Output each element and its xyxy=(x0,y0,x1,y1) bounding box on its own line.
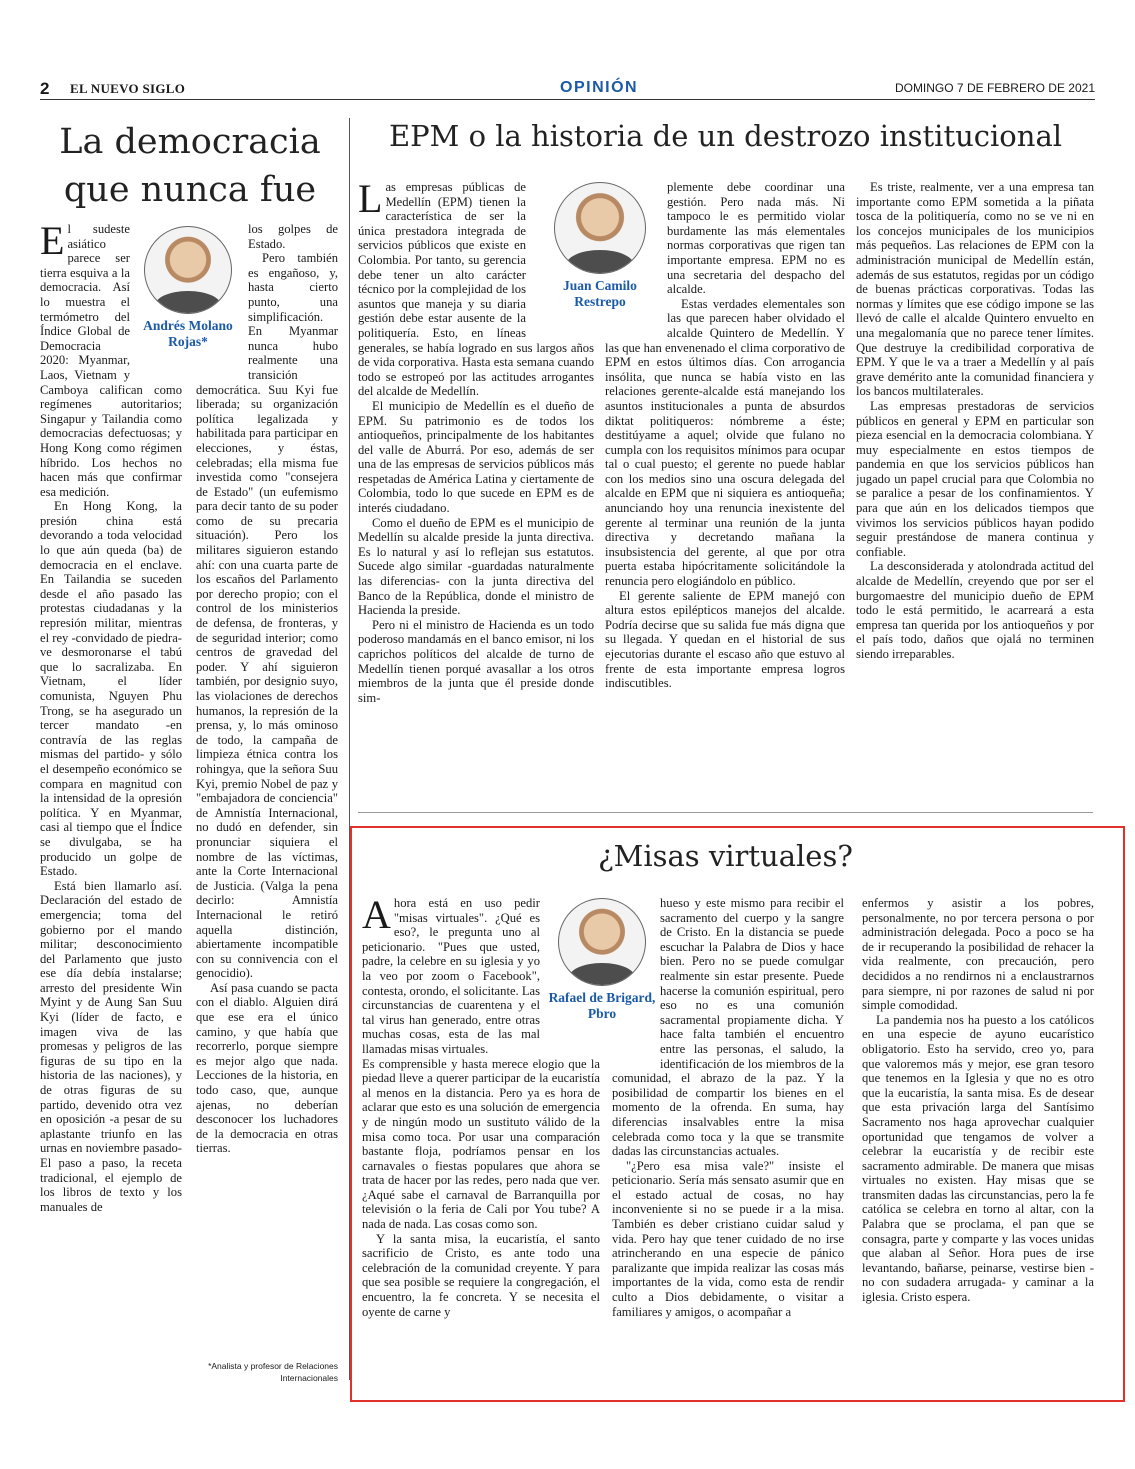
article1-paragraph: En Hong Kong, la presión china está devorando a toda velocidad lo que aún queda (ba) de democracia en el enclave. En Tailandia se suceden desde el año pasado las protestas ciudadanas y la represión militar, mientras el rey -convidado de piedra- ve desmoronarse el tabú que lo sacralizaba. En Vietnam, el líder comunista, Nguyen Phu Trong, se ha asegurado un tercer mandato -en contravía de las reglas mismas del partido- y sólo el desempeño económico se compara en magnitud con la intensidad de la opresión política. Y en Myanmar, casi al tiempo que el Índice se divulgaba, se ha producido un golpe de Estado. xyxy=(40,499,182,879)
article1-footnote xyxy=(196,1360,338,1384)
article2-paragraph: Pero ni el ministro de Hacienda es un todo poderoso mandamás en el banco emisor, ni los caprichos políticos del alcalde de turno de Medellín tienen porqué avasallar a los otros miembros de la junta que él preside donde sim- xyxy=(358,617,594,705)
article1-paragraph: los golpes de Estado. xyxy=(248,222,338,251)
article2-paragraph: plemente debe coordinar una gestión. Pero nada más. Ni tampoco le es permitido violar burdamente las más elementales normas corporativas que rigen tan importante empresa. EPM no es una secretaria del despacho del alcalde. xyxy=(667,180,845,297)
article2-author-name: Juan Camilo Restrepo xyxy=(563,278,637,309)
article2-wrap-2 xyxy=(605,180,667,330)
article3-column-2 xyxy=(612,896,844,1392)
article1-left-wrap xyxy=(130,222,182,372)
article3-paragraph: "¿Pero esa misa vale?" insiste el peticionario. Sería más sensato asumir que en el estado actual de cosas, no hay inconveniente si no se puede ir a la misa. También es deber cristiano cuidar salud y vida. Pero hay que tener cuidado de no irse atrincherando en una especie de pánico paralizante que impida realizar las cosas más importantes de la vida, como esta de rendir culto a Dios debidamente, o visitar a familiares y amigos, o acompañar a xyxy=(612,1158,844,1319)
article3-author-name: Rafael de Brigard, Pbro xyxy=(548,990,656,1021)
article1-paragraph: Pero también es engañoso, y, hasta cierto punto, una simplificación. En Myanmar nunca hubo realmente una transición democrática. Suu Kyi fue liberada; su organización política legalizada y habilitada para participar en elecciones, y éstas, celebradas; ella misma fue investida como "consejera de Estado" (un eufemismo para decir tanto de su poder como de su precaria situación). Pero los militares siguieron estando ahí: con una cuarta parte de los escaños del Parlamento por derecho propio; con el control de los ministerios de defensa, de fronteras, y de seguridad interior; como centros de gravedad del poder. Y ahí siguieron también, por designio suyo, las violaciones de derechos humanos, la represión de la prensa, y, lo más ominoso de todo, la campaña de limpieza étnica contra los rohingya, que la señora Suu Kyi, premio Nobel de paz y "embajadora de conciencia" de Amnistía Internacional, no dudó en defender, sin pronunciar siquiera el nombre de las víctimas, ante la Corte Internacional de Justicia. (Valga la pena decirlo: Amnistía Internacional le retiró aquella distinción, abiertamente incompatible con su connivencia con el genocidio). xyxy=(196,251,338,981)
article1-headline xyxy=(40,118,340,214)
article3-paragraph: hora está en uso pedir "misas virtuales". ¿Qué es eso?, le pregunta uno al peticionario. "Pues que usted, padre, la celebre en su iglesia y yo la veo por zoom o Facebook", contesta, orondo, el solicitante. Las circunstancias de cuarentena y el tal virus han generado, entre otras muchas cosas, esta de las mal llamadas misas virtuales. xyxy=(362,896,541,1056)
article3-dropcap: A xyxy=(362,896,391,937)
article3-paragraph: La pandemia nos ha puesto a los católicos en una especie de ayuno eucarístico obligatorio. Esto ha servido, creo yo, para que valoremos más y mejor, ese gran tesoro que tenemos en la Iglesia y que no es otro que la eucaristía, la santa misa. Es de desear que esta privación larga del Santísimo Sacramento nos haga aprovechar cualquier oportunidad que tengamos de volver a celebrar la eucaristía y de recibir este sacramento admirable. De manera que misas virtuales no existen. Hay misas que se transmiten dadas las circunstancias, pero la fe católica se celebra en torno al altar, con la Palabra que se proclama, el pan que se consagra, parte y comparte y las voces unidas que alaban al Señor. Hora pues de irse levantando, bañarse, peinarse, vestirse bien -no con sudadera arrugada- y caminar a la iglesia. Cristo espera. xyxy=(862,1012,1094,1305)
article2-paragraph: El municipio de Medellín es el dueño de EPM. Su patrimonio es de todos los antioqueños, principalmente de los habitantes del valle de Aburrá. Por eso, además de ser una de las empresas de servicios públicos más respetadas de América Latina y ciertamente de Colombia, todo lo que sucede en EPM es de interés ciudadano. xyxy=(358,398,594,516)
article1-paragraph: Está bien llamarlo así. Declaración del estado de emergencia; toma del gobierno por el mando militar; desconocimiento del Parlamento que justo ese día debía instalarse; arresto del presidente Win Myint y de Aung San Suu Kyi (líder de facto, e imagen viva de las promesas y peligros de las figuras de su tipo en la historia de las naciones), y de otras figuras de su partido, devenido otra vez en oposición -a pesar de su aplastante triunfo en las urnas en noviembre pasado- El paso a paso, la receta tradicional, el ejemplo de los libros de texto y los manuales de xyxy=(40,878,182,1214)
article1-right-wrap xyxy=(196,222,248,372)
article3-paragraph: hueso y este mismo para recibir el sacramento del cuerpo y la sangre de Cristo. En la distancia se puede escuchar la Palabra de Dios y hace bien. Pero no se puede comulgar realmente sin estar presente. Puede hacerse la comunión espiritual, pero eso no es una comunión sacramental propiamente dicha. Y hace falta también el encuentro entre las personas, el saludo, la identificación de los miembros de la comunidad, el abrazo de la paz. Y la posibilidad de compartir los bienes en el momento de la ofrenda. En suma, hay diferencias insalvables entre la misa celebrada como toca y la que se transmite dadas las circunstancias actuales. xyxy=(612,896,844,1159)
article1-headline-line2: que nunca fue xyxy=(63,170,317,210)
issue-date: DOMINGO 7 DE FEBRERO DE 2021 xyxy=(894,81,1095,95)
article1-dropcap: E xyxy=(40,222,65,263)
article1-paragraph: Así pasa cuando se pacta con el diablo. Alguien dirá que ese era el único camino, y que había que recorrerlo, porque siempre es mejor algo que nada. Lecciones de la historia, en todo caso, que, aunque ajenas, no deberían desconocer los luchadores de la democracia en otras tierras. xyxy=(196,980,338,1156)
article2-column-2 xyxy=(605,180,845,800)
article3-paragraph: enfermos y asistir a los pobres, personalmente, no por tercera persona o por administración delegada. Poco a poco se ha de ir recuperando la posibilidad de rehacer la vida realmente, con precaución, pero decididos a no rendirnos ni a enclaustrarnos para siempre, ni por razones de salud ni por simple comodidad. xyxy=(862,896,1094,1013)
footnote-line: *Analista y profesor de Relaciones xyxy=(208,1361,338,1371)
article1-author-name: Andrés Molano Rojas* xyxy=(143,318,233,349)
article2-headline: EPM o la historia de un destrozo institucional xyxy=(388,119,1063,153)
article2-paragraph: Es triste, realmente, ver a una empresa tan importante como EPM sometida a la piñata tosca de la politiquería, como no se ve ni en los concejos municipales de los municipios más pequeños. Las relaciones de EPM con la administración municipal de Medellín están, además de sus estatutos, regidas por un código de buenas prácticas corporativas. Todas las normas y límites que ese código impone se las llevó de calle el alcalde Quintero envuelto en una megalomanía que no parece tener límites. Que destruye la credibilidad corporativa de EPM. Y que le va a traer a Medellín y al país grave demérito ante la comunidad financiera y los bancos multilaterales. xyxy=(856,180,1094,399)
article2-paragraph: El gerente saliente de EPM manejó con altura estos epilépticos manejos del alcalde. Podría decirse que su salida fue más digna que su llegada. Y quedan en el historial de sus ejecutorias durante el escaso año que estuvo al frente de esta importante empresa logros indiscutibles. xyxy=(605,588,845,691)
article2-paragraph: as empresas públicas de Medellín (EPM) tienen la característica de ser la única prestadora integrada de servicios públicos que existe en Colombia. Por tanto, su gerencia debe tener un alto carácter técnico por la complejidad de los asuntos que maneja y su diaria gestión debe estar ausente de la politiquería. Esto, en líneas generales, se había logrado en sus largos años de vida corporativa. Hasta esta semana cuando todo se estropeó por las actitudes arrogantes del alcalde de Medellín. xyxy=(358,180,594,399)
article3-paragraph: Es comprensible y hasta merece elogio que la piedad lleve a querer participar de la eucaristía al menos en la distancia. Pero ya es hora de aclarar que esto es una solución de emergencia y de ningún modo un sustituto válido de la misa como toca. Por usar una comparación bastante floja, podríamos pensar en los carnavales o fiestas populares que ahora se trata de hacer por las redes, pero nada que ver. ¿Aqué sabe el carnaval de Barranquilla por televisión o la feria de Cali por You tube? A nada de nada. Las cosas como son. xyxy=(362,1056,600,1232)
article3-wrap xyxy=(540,896,600,1046)
section-title: OPINIÓN xyxy=(560,79,639,96)
article2-column-3 xyxy=(856,180,1094,800)
article2-wrap xyxy=(526,180,594,330)
page-header xyxy=(40,78,1095,100)
article3-paragraph: Y la santa misa, la eucaristía, el santo sacrificio de Cristo, es ante todo una celebración de la comunidad creyente. Y para que sea posible se requiere la congregación, el encuentro, la fe concreta. Y se necesita el oyente de carne y xyxy=(362,1231,600,1319)
article2-dropcap: L xyxy=(358,180,383,221)
article2-paragraph: La desconsiderada y atolondrada actitud del alcalde de Medellín, creyendo que por ser el burgomaestre del municipio dueño de EPM todo le está permitido, le acarreará a esta empresa tan querida por los antioqueños y por el país todo, daños que ojalá no terminen siendo irreparables. xyxy=(856,559,1094,661)
article1-paragraph: l sudeste asiático parece ser tierra esquiva a la democracia. Así lo muestra el termómetro del Índice Global de Democracia 2020: Myanmar, Laos, Vietnam y Camboya califican como regímenes autoritarios; Singapur y Tailandia como democracias defectuosas; y Hong Kong como régimen híbrido. Los hechos no hacen más que confirmar esa medición. xyxy=(40,222,182,499)
article-divider xyxy=(358,812,1093,813)
page-number: 2 xyxy=(40,79,50,98)
article2-paragraph: Como el dueño de EPM es el municipio de Medellín su alcalde preside la junta directiva. Es lo natural y así lo reflejan sus estatutos. Sucede algo similar -guardadas naturalmente las diferencias- con la junta directiva del Banco de la República, donde el ministro de Hacienda la preside. xyxy=(358,515,594,618)
article3-wrap-2 xyxy=(612,896,660,1064)
article1-column-2 xyxy=(196,222,338,1362)
article3-headline: ¿Misas virtuales? xyxy=(598,839,853,873)
article2-paragraph: Estas verdades elementales son las que parecen haber olvidado el alcalde Quintero de Medellín. Y las que han envenenado el clima corporativo de EPM en estos últimos días. Con arrogancia insólita, que nunca se había visto en las relaciones gerente-alcalde está manejando los asuntos institucionales a punta de absurdos diktat politiqueros: nómbreme a éste; destitúyame a aquel; olvide que fulano no cumpla con los requisitos mínimos para ocupar tal o cual puesto; el gerente no puede hablar con los medios sino una oscura delegada del alcalde en EPM que ni siquiera es antioqueña; anunciando hoy una renuncia inexistente del gerente al terminar una reunión de la junta directiva y decretando mañana la insubsistencia del gerente, al que por otra puerta estaba hipócritamente solicitándole la renuncia pero elogiándolo en público. xyxy=(605,296,845,589)
newspaper-name: EL NUEVO SIGLO xyxy=(70,81,186,96)
article3-column-1 xyxy=(362,896,600,1392)
article3-column-3 xyxy=(862,896,1094,1392)
article1-headline-line1: La democracia xyxy=(59,122,321,162)
article2-column-1 xyxy=(358,180,594,800)
article2-paragraph: Las empresas prestadoras de servicios públicos en general y EPM en particular son pieza esencial en la democracia colombiana. Y muy especialmente en estos tiempos de pandemia en que los servicios públicos han jugado un papel crucial para que Colombia no se paralice a pesar de los confinamientos. Y para que aún en los delicados tiempos que vivimos los servicios públicos hayan podido seguir prestándose de manera continua y confiable. xyxy=(856,398,1094,559)
footnote-line: Internacionales xyxy=(280,1373,338,1383)
article1-column-1 xyxy=(40,222,182,1392)
